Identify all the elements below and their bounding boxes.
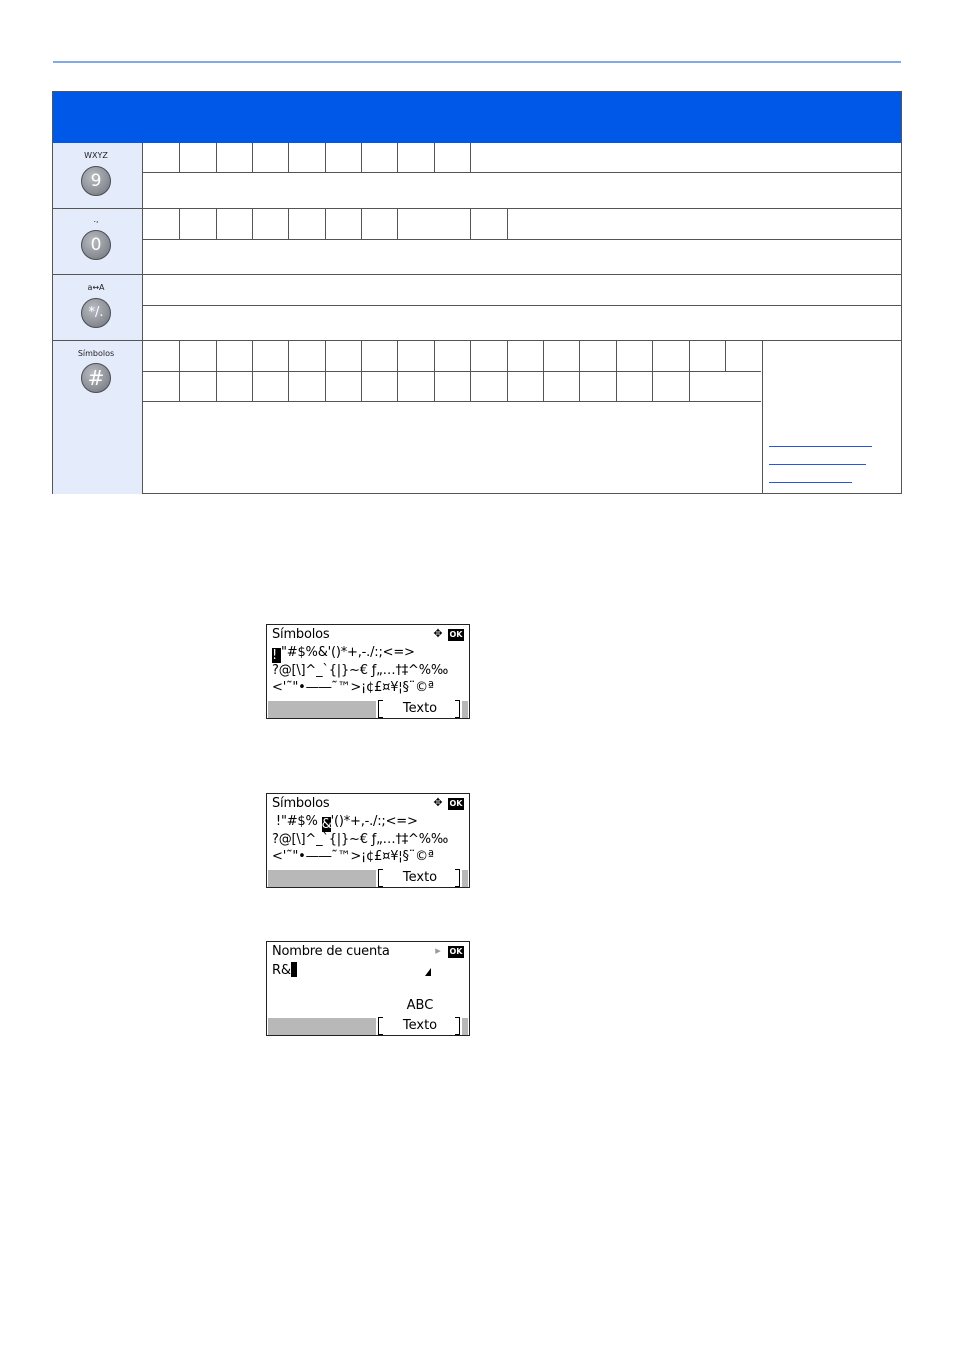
key-cell-star — [53, 275, 143, 341]
softkey-texto[interactable]: Texto — [402, 870, 438, 885]
table-header-characters — [144, 92, 901, 143]
ok-icon: OK — [449, 630, 463, 639]
softkey-texto[interactable]: Texto — [402, 1018, 438, 1033]
symbol-row-2[interactable]: ?@[\]^_`{|}~€ ƒ„…†‡^%‰ — [272, 832, 449, 847]
screen-title: Nombre de cuenta — [272, 944, 390, 959]
input-mode: ABC — [406, 998, 434, 1013]
screen-title: Símbolos — [272, 627, 330, 642]
key-character-table — [52, 91, 902, 494]
softkey-texto[interactable]: Texto — [402, 701, 438, 716]
top-rule — [53, 61, 901, 63]
key-0-icon: 0 — [81, 230, 111, 260]
screen-title: Símbolos — [272, 796, 330, 811]
key-hash-caption: Símbolos — [77, 349, 115, 358]
right-arrow-icon: ▸ — [435, 944, 441, 957]
symbol-cursor: ! — [272, 648, 281, 663]
table-header-key-column — [53, 92, 145, 143]
symbol-cursor: & — [321, 817, 332, 832]
symbol-row-1-pre: !"#$% — [272, 814, 322, 829]
key-cell-0 — [53, 209, 143, 275]
softkey-bar-right — [462, 701, 468, 718]
text-cursor — [291, 962, 297, 977]
key-9-caption: WXYZ — [84, 151, 108, 160]
lcd-screen-symbols-2 — [266, 793, 470, 888]
symbol-row-1-text: '()*+,-./:;<=> — [330, 814, 418, 829]
symbol-row-1[interactable] — [272, 814, 418, 832]
softkey-bar-left — [268, 1018, 376, 1035]
softkey-bar-left — [268, 870, 376, 887]
symbol-row-1[interactable] — [272, 645, 415, 663]
four-way-arrow-icon: ✥ — [433, 796, 443, 809]
symbol-row-3[interactable]: <'˜"•—―˜™>¡¢£¤¥¦§¨©ª — [272, 849, 434, 864]
key-9-icon: 9 — [81, 166, 111, 196]
softkey-bar-right — [462, 870, 468, 887]
four-way-arrow-icon: ✥ — [433, 627, 443, 640]
key-cell-hash — [53, 341, 143, 494]
reference-link-1[interactable] — [769, 446, 872, 447]
lcd-screen-symbols-1 — [266, 624, 470, 719]
reference-link-3[interactable] — [769, 482, 852, 483]
key-cell-9 — [53, 143, 143, 209]
ok-icon: OK — [449, 947, 463, 956]
softkey-bar-right — [462, 1018, 468, 1035]
account-name-value: R& — [272, 963, 291, 978]
symbol-row-3[interactable]: <'˜"•—―˜™>¡¢£¤¥¦§¨©ª — [272, 680, 434, 695]
key-0-caption: ., — [93, 215, 99, 224]
account-name-input[interactable] — [272, 962, 297, 979]
symbol-row-2[interactable]: ?@[\]^_`{|}~€ ƒ„…†‡^%‰ — [272, 663, 449, 678]
key-star-caption: a↔A — [87, 283, 105, 292]
key-hash-icon: # — [81, 363, 111, 393]
symbol-row-1-text: "#$%&'()*+,-./:;<=> — [281, 645, 415, 660]
input-level-icon — [425, 968, 431, 976]
key-star-icon: */. — [81, 298, 111, 328]
softkey-bar-left — [268, 701, 376, 718]
reference-link-2[interactable] — [769, 464, 866, 465]
lcd-screen-account-name — [266, 941, 470, 1036]
ok-icon: OK — [449, 799, 463, 808]
